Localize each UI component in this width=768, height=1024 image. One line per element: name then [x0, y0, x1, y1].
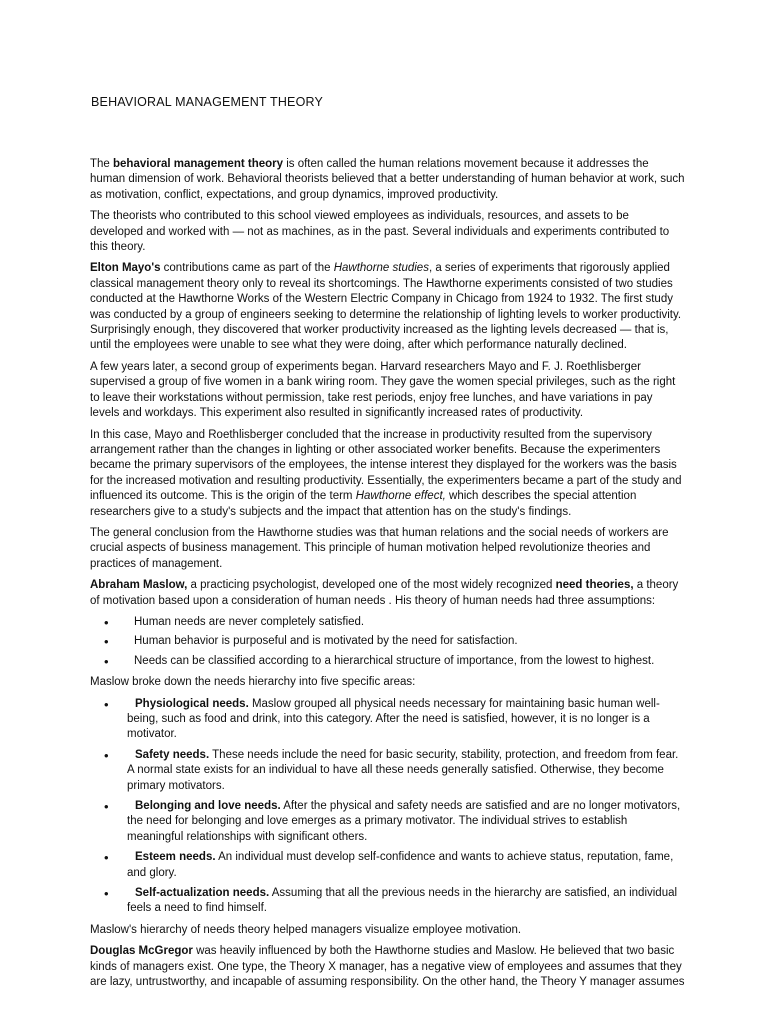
list-item [90, 654, 685, 669]
bold-term: behavioral management theory [113, 158, 284, 170]
paragraph-mayo [90, 261, 685, 353]
list-item [90, 615, 685, 630]
need-heading: Esteem needs. [135, 851, 216, 864]
text-run: is often called the human relations movement because it addresses the human dimension of work. Behavioral theorists believed that a better understanding of human behavior at work, such as motivation, conflict, expectations, and group dynamics, improved productivity. [90, 158, 685, 201]
need-text: An individual must develop self-confidence and wants to achieve status, reputation, fame, and glory. [127, 851, 674, 879]
bullet-icon: • [104, 747, 109, 763]
list-item [90, 634, 685, 649]
need-text: These needs include the need for basic security, stability, protection, and freedom from fear. A normal state exists for an individual to have all these needs generally satisfied. Otherwise, they become primary motivators. [127, 748, 679, 792]
text-run: a theory of motivation based upon a consideration of human needs . His theory of human needs had three assumptions: [90, 579, 679, 607]
paragraph-hawthorne-effect [90, 428, 685, 520]
bullet-icon: • [104, 696, 109, 712]
bold-name: Elton Mayo's [90, 262, 161, 275]
paragraph-maslow-summary: Maslow's hierarchy of needs theory helped managers visualize employee motivation. [90, 923, 522, 936]
bullet-icon: • [104, 653, 109, 669]
text-run: a practicing psychologist, developed one of the most widely recognized [187, 579, 556, 592]
bullet-icon: • [104, 799, 109, 815]
text-run: was heavily influenced by both the Hawthorne studies and Maslow. He believed that two basic kinds of managers exist. One type, the Theory X manager, has a negative view of employees and assumes that they are lazy, untrustworthy, and incapable of assuming responsibility. On the other hand, the Theory Y manager assumes [90, 945, 685, 989]
needs-list [90, 697, 685, 917]
document-body [90, 157, 685, 997]
assumptions-list [90, 615, 685, 669]
bold-name: Abraham Maslow, [90, 579, 188, 592]
need-text: Maslow grouped all physical needs necessary for maintaining basic human well-being, such as food and drink, into this category. After the need is satisfied, however, it is no longer is a motivator. [127, 697, 660, 741]
need-text: After the physical and safety needs are satisfied and are no longer motivators, the need for belonging and love emerges as a primary motivator. The individual strives to establish meaningful relationships with significant others. [127, 800, 681, 843]
list-item-text: Needs can be classified according to a hierarchical structure of importance, from the lowest to highest. [134, 654, 655, 667]
list-item [90, 799, 685, 845]
need-heading: Safety needs. [135, 748, 210, 761]
text-run: which describes the special attention researchers give to a study's subjects and the impact that attention has on the study's findings. [90, 490, 637, 518]
document-title: BEHAVIORAL MANAGEMENT THEORY [91, 95, 324, 109]
list-item [90, 748, 685, 794]
italic-term: Hawthorne effect, [355, 490, 446, 503]
text-run: , a series of experiments that rigorously applied classical management theory only to reveal its shortcomings. The Hawthorne experiments consisted of two studies conducted at the Hawthorne Works of the Western Electric Company in Chicago from 1924 to 1932. The first study was conducted by a group of engineers seeking to determine the relationship of lighting levels to worker productivity. Surprisingly enough, they discovered that worker productivity increased as the lighting levels decreased — that is, until the employees were unable to see what they were doing, after which performance naturally declined. [90, 262, 682, 352]
paragraph-conclusion: The general conclusion from the Hawthorne studies was that human relations and the social needs of workers are crucial aspects of business management. This principle of human motivation helped revolutionize theories and practices of management. [90, 526, 669, 570]
list-item-text: Human needs are never completely satisfied. [134, 615, 365, 628]
italic-term: Hawthorne studies [333, 262, 429, 275]
text-run: contributions came as part of the [160, 262, 334, 275]
paragraph-maslow [90, 578, 685, 609]
bullet-icon: • [104, 886, 109, 902]
bullet-icon: • [104, 614, 109, 630]
bullet-icon: • [104, 634, 109, 650]
paragraph-mcgregor [90, 944, 685, 990]
need-heading: Physiological needs. [135, 697, 249, 710]
paragraph-second-experiments: A few years later, a second group of experiments began. Harvard researchers Mayo and F. J. Roethlisberger supervised a group of five women in a bank wiring room. They gave the women special privileges, such as the right to leave their workstations without permission, take rest periods, enjoy free lunches, and have variations in pay levels and workdays. This experiment also resulted in significantly increased rates of productivity. [90, 360, 676, 420]
paragraph-needs-intro: Maslow broke down the needs hierarchy into five specific areas: [90, 676, 416, 689]
list-item [90, 886, 685, 917]
text-run: The [90, 158, 114, 170]
paragraph-intro [90, 157, 685, 203]
list-item-text: Human behavior is purposeful and is motivated by the need for satisfaction. [134, 635, 518, 648]
bullet-icon: • [104, 850, 109, 866]
need-heading: Belonging and love needs. [135, 800, 281, 813]
list-item [90, 850, 685, 881]
need-heading: Self-actualization needs. [135, 887, 270, 900]
need-text: Assuming that all the previous needs in the hierarchy are satisfied, an individual feels a need to find himself. [127, 887, 678, 915]
paragraph-theorists: The theorists who contributed to this school viewed employees as individuals, resources, and assets to be developed and worked with — not as machines, as in the past. Several individuals and experiments contributed to this theory. [90, 210, 670, 254]
bold-name: Douglas McGregor [90, 945, 193, 958]
list-item [90, 697, 685, 743]
text-run: In this case, Mayo and Roethlisberger concluded that the increase in productivity resulted from the supervisory arrangement rather than the changes in lighting or other associated worker benefits. Because the experimenters became the primary supervisors of the employees, the intense interest they displayed for the workers was the basis for the increased motivation and resulting productivity. Essentially, the experimenters became a part of the study and influenced its outcome. This is the origin of the term [90, 428, 682, 503]
bold-term: need theories, [555, 579, 634, 592]
